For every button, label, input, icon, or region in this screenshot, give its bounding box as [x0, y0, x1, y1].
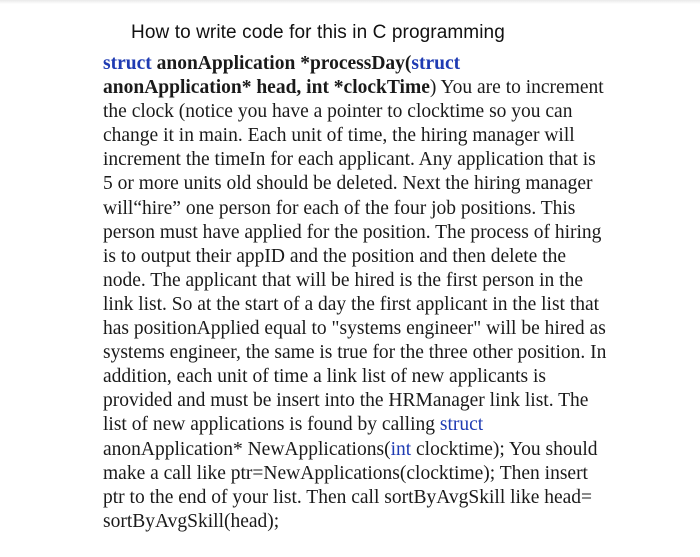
body-text: is to output their appID and the position and then delete the	[103, 245, 567, 267]
problem-description	[103, 52, 663, 534]
text-line	[103, 100, 663, 124]
code-keyword: int	[390, 438, 412, 460]
body-text: anonApplication* NewApplications(	[103, 438, 391, 460]
body-text: 5 or more units old should be deleted. Next the hiring manager	[103, 173, 593, 195]
text-line	[103, 76, 663, 100]
body-text: ) You are to increment	[429, 77, 604, 99]
body-text: change it in main. Each unit of time, the hiring manager will	[103, 125, 575, 147]
text-line	[103, 317, 663, 341]
text-line	[103, 148, 663, 172]
body-text: will“hire” one person for each of the four job positions. This	[103, 197, 576, 219]
body-text: node. The applicant that will be hired is the first person in the	[103, 269, 583, 291]
text-line	[103, 52, 663, 76]
body-text: clocktime); You should	[411, 438, 598, 460]
code-keyword: struct	[411, 53, 461, 74]
text-line	[103, 269, 663, 293]
text-line	[103, 245, 663, 269]
text-line	[103, 365, 663, 389]
text-line	[103, 438, 663, 462]
body-text: increment the timeIn for each applicant. Any application that is	[103, 149, 596, 171]
body-text: person must have applied for the position. The process of hiring	[103, 221, 602, 243]
code-keyword: struct	[439, 414, 484, 436]
body-text: sortByAvgSkill(head);	[103, 510, 280, 532]
text-line	[103, 413, 663, 437]
body-text: provided and must be insert into the HRManager link list. The	[103, 390, 589, 412]
text-line	[103, 389, 663, 413]
body-text: systems engineer, the same is true for the three other position. In	[103, 342, 607, 364]
question-heading: How to write code for this in C programming	[131, 22, 505, 43]
code-keyword: struct	[103, 53, 152, 74]
body-text: addition, each unit of time a link list of new applicants is	[103, 366, 546, 388]
text-line	[103, 486, 663, 510]
body-text: link list. So at the start of a day the first applicant in the list that	[103, 293, 600, 315]
text-line	[103, 172, 663, 196]
text-line	[103, 462, 663, 486]
cropped-top-edge	[0, 0, 700, 4]
body-text: has positionApplied equal to "systems engineer" will be hired as	[103, 318, 606, 340]
text-line	[103, 221, 663, 245]
code-signature-text: anonApplication *processDay(	[151, 53, 412, 74]
text-line	[103, 124, 663, 148]
text-line	[103, 510, 663, 534]
body-text: the clock (notice you have a pointer to clocktime so you can	[103, 101, 573, 123]
text-line	[103, 197, 663, 221]
body-text: make a call like ptr=NewApplications(clocktime); Then insert	[103, 462, 588, 484]
code-signature-text: anonApplication* head, int *clockTime	[103, 77, 430, 99]
body-text: ptr to the end of your list. Then call sortByAvgSkill like head=	[103, 486, 593, 508]
text-line	[103, 293, 663, 317]
text-line	[103, 341, 663, 365]
body-text: list of new applications is found by calling	[103, 414, 440, 436]
